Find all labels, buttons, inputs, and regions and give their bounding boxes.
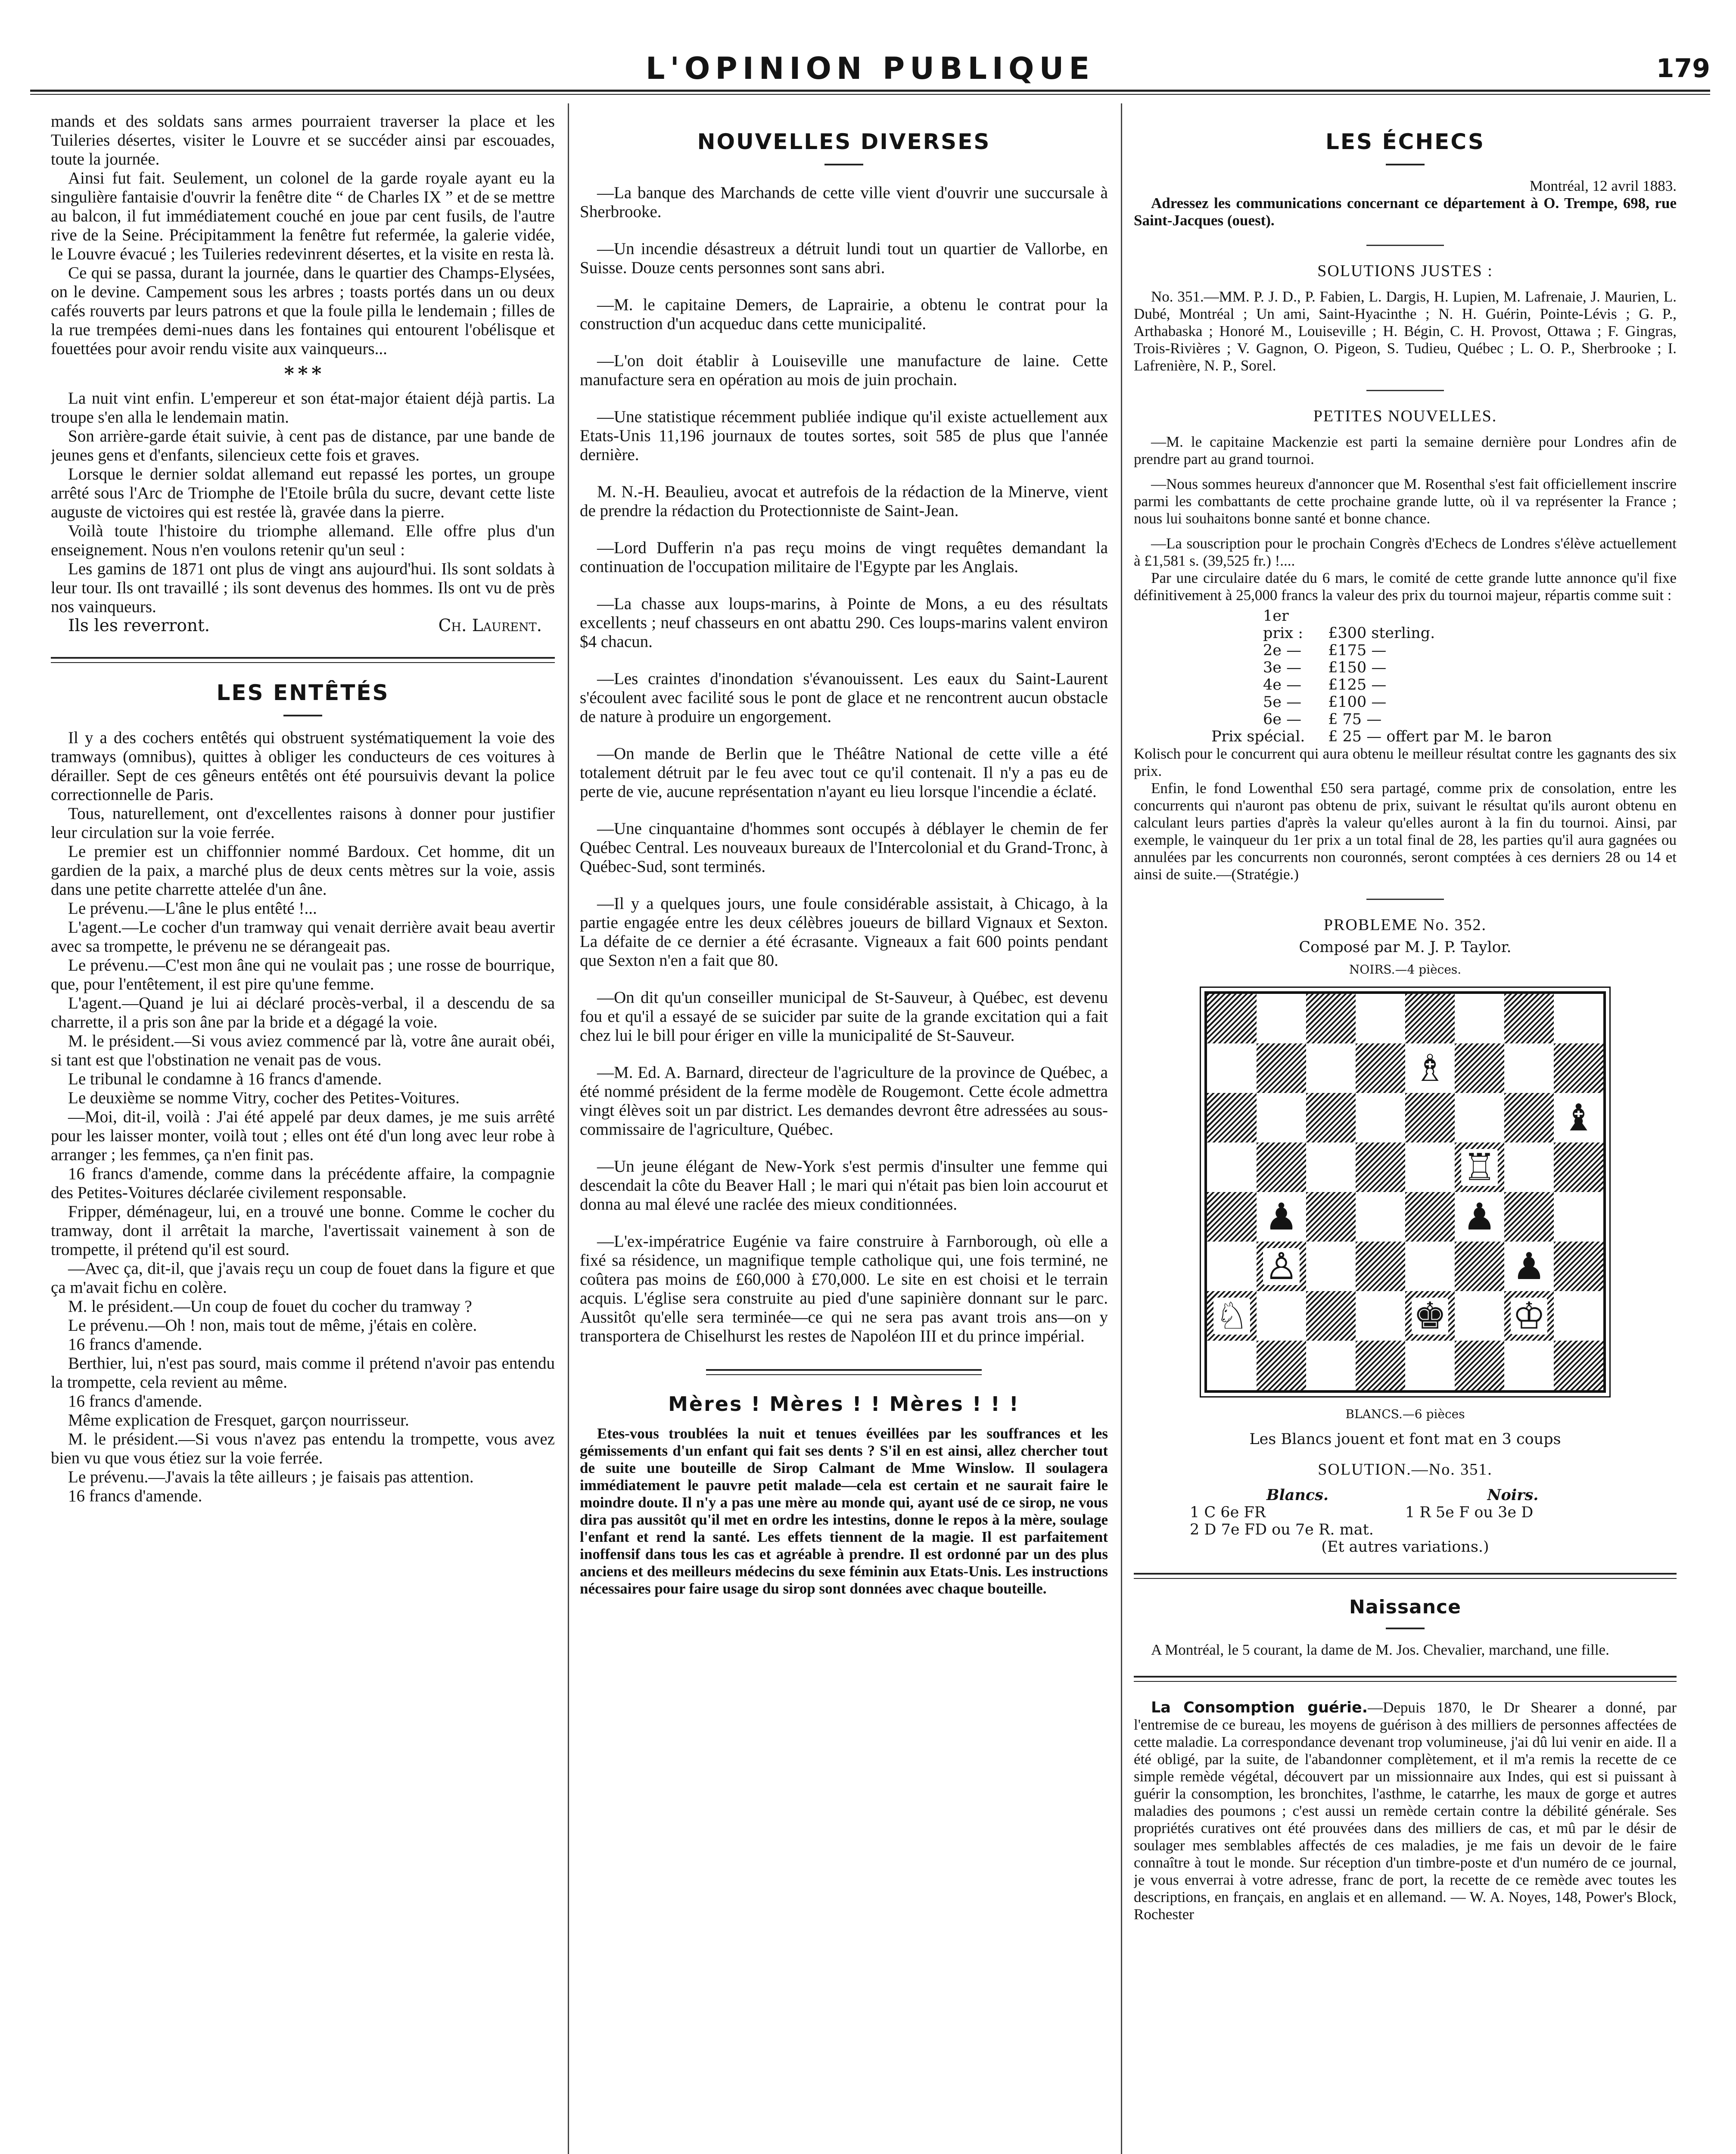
news-item: —La banque des Marchands de cette ville vient d'ouvrir une succursale à Sherbrooke. [580, 184, 1108, 221]
chess-square [1455, 1093, 1504, 1142]
chess-square [1504, 1142, 1554, 1192]
problem-title: PROBLEME No. 352. [1323, 916, 1487, 934]
chess-square [1405, 1093, 1455, 1142]
paragraph: 16 francs d'amende. [68, 1335, 202, 1354]
solution-move: 2 D 7e FD ou 7e R. mat. [1190, 1521, 1374, 1538]
chess-square [1257, 1043, 1306, 1093]
chess-square [1306, 1242, 1356, 1291]
paragraph: Berthier, lui, n'est pas sourd, mais comme il prétend n'avoir pas entendu la trompette, cela revient au même. [51, 1354, 555, 1391]
paragraph: Les gamins de 1871 ont plus de vingt ans aujourd'hui. Ils sont soldats à leur tour. Ils ont travaillé ; ils sont devenus des hommes. Ils ont vu de près nos vainqueurs. [51, 560, 555, 616]
news-item: —Nous sommes heureux d'annoncer que M. Rosenthal s'est fait officiellement inscrire parmi les combattants de cette prochaine grande lutte, où il va représenter la France ; nous lui souhaitons bonne santé et bonne chance. [1134, 476, 1677, 527]
closing-sentence: Ils les reverront. [68, 616, 210, 635]
chess-square [1356, 1341, 1405, 1390]
problem-author: Composé par M. J. P. Taylor. [1299, 939, 1512, 956]
chess-square [1356, 1043, 1405, 1093]
paragraph: Voilà toute l'histoire du triomphe allemand. Elle offre plus d'un enseignement. Nous n'en voulons retenir qu'un seul : [51, 522, 555, 559]
news-item: —Un incendie désastreux a détruit lundi tout un quartier de Vallorbe, en Suisse. Douze cents personnes sont sans abri. [580, 240, 1108, 277]
chess-piece-icon: ♚ [1412, 1298, 1448, 1335]
chess-square [1405, 1142, 1455, 1192]
news-item: —La chasse aux loups-marins, à Pointe de Mons, a eu des résultats excellents ; neuf chasseurs en ont abattu 290. Ces loups-marins valent environ $4 chacun. [580, 595, 1108, 651]
chess-square [1405, 1242, 1455, 1291]
chess-square-occupied [1405, 1291, 1455, 1341]
news-item: —Lord Dufferin n'a pas reçu moins de vingt requêtes demandant la continuation de l'occupation militaire de l'Egypte par les Anglais. [580, 538, 1108, 576]
syrup-advertisement [580, 1392, 1108, 1597]
chess-square [1405, 994, 1455, 1043]
chess-square [1257, 994, 1306, 1043]
chess-square [1207, 1093, 1257, 1142]
chess-problem [1134, 915, 1677, 1448]
chess-square-occupied [1504, 1291, 1554, 1341]
solutions-text: No. 351.—MM. P. J. D., P. Fabien, L. Dargis, H. Lupien, M. Lafrenaie, J. Maurien, L. Dubé, Montréal ; Un ami, Saint-Hyacinthe ; N. H. Guérin, Pointe-Lévis ; G. P., Arthabaska ; Honoré M., Louiseville ; H. Bégin, C. H. Provost, Ottawa ; F. Gingras, Trois-Rivières ; V. Gagnon, O. Pigeon, S. Tudieu, Québec ; L. O. P., Sherbrooke ; I. Lafrenière, N. P., Sorel. [1134, 288, 1677, 374]
chess-square-occupied [1455, 1142, 1504, 1192]
consumption-advertisement [1134, 1699, 1677, 1923]
address-note: Adressez les communications concernant ce département à O. Trempe, 698, rue Saint-Jacques (ouest). [1134, 195, 1677, 229]
paragraph: mands et des soldats sans armes pourraient traverser la place et les Tuileries désertes, visiter le Louvre et se succéder ainsi par escouades, toute la journée. [51, 112, 555, 168]
masthead-rule-thin [30, 94, 1710, 95]
chess-piece-icon: ♗ [1413, 1046, 1447, 1090]
divider [1366, 899, 1444, 900]
news-item: Par une circulaire datée du 6 mars, le comité de cette grande lutte annonce qu'il fixe définitivement à 25,000 francs la valeur des prix du tournoi majeur, répartis comme suit : [1134, 570, 1677, 604]
chess-square-occupied [1554, 1093, 1603, 1142]
prize-row: 6e — £ 75 — [1263, 711, 1382, 728]
news-heading: PETITES NOUVELLES. [1313, 407, 1497, 425]
column-3 [1134, 112, 1677, 2154]
chess-square [1207, 1341, 1257, 1390]
chess-square [1306, 1093, 1356, 1142]
news-item: —On dit qu'un conseiller municipal de St-Sauveur, à Québec, est devenu fou et qu'il a essayé de se suicider par suite de la grande excitation qui a fait chez lui le bill pour ériger en ville la municipalité de St-Sauveur. [580, 988, 1108, 1045]
ad-text: —Depuis 1870, le Dr Shearer a donné, par l'entremise de ce bureau, les moyens de guérison à des milliers de personnes affectées de cette maladie. La correspondance devenant trop volumineuse, j'ai dû lui venir en aide. Il a été obligé, par la suite, de l'abandonner complètement, et il m'a remis la recette de ce simple remède végétal, découvert par un missionnaire aux Indes, qui est si puissant à guérir la consomption, les bronchites, l'asthme, le catarrhe, les maux de gorge et autres maladies des poumons ; c'est aussi un remède certain contre la débilité générale. Ses propriétés curatives ont été prouvées dans des milliers de cas, et mû par le désir de soulager mes semblables affectés de ces maladies, je me fais un devoir de le faire connaître à tout le monde. Sur réception d'un timbre-poste et d'un numéro de ce journal, je vous enverrai à votre adresse, franc de port, la recette de ce remède avec toutes les descriptions, en français, en anglais et en allemand. — W. A. Noyes, 148, Power's Block, Rochester [1134, 1699, 1677, 1923]
problem-caption: Les Blancs jouent et font mat en 3 coups [1249, 1431, 1561, 1448]
chess-square [1207, 994, 1257, 1043]
chess-piece-icon: ♖ [1461, 1149, 1498, 1186]
article-title: LES ENTÊTÉS [216, 680, 389, 705]
chess-square [1554, 1192, 1603, 1242]
paragraph: Le deuxième se nomme Vitry, cocher des Petites-Voitures. [68, 1089, 460, 1107]
news-item: —La souscription pour le prochain Congrès d'Echecs de Londres s'élève actuellement à £1,581 s. (39,525 fr.) !.... [1134, 535, 1677, 569]
column-1 [51, 112, 555, 2154]
news-item: —Les craintes d'inondation s'évanouissent. Les eaux du Saint-Laurent s'écoulent avec facilité sous le pont de glace et ne rencontrent aucun obstacle de nature à produire un engorgement. [580, 669, 1108, 726]
paragraph: Même explication de Fresquet, garçon nourrisseur. [68, 1411, 409, 1429]
section-title: LES ÉCHECS [1325, 129, 1485, 154]
solutions-heading: SOLUTIONS JUSTES : [1317, 262, 1493, 280]
paragraph: Fripper, déménageur, lui, en a trouvé une bonne. Comme le cocher du tramway, dont il arrêtait la marche, l'avertissait vainement à son de trompette, il prétend qu'il est sourd. [51, 1202, 555, 1259]
paragraph: La nuit vint enfin. L'empereur et son état-major étaient déjà partis. La troupe s'en alla le lendemain matin. [51, 389, 555, 426]
masthead [30, 51, 1710, 85]
paragraph: M. le président.—Un coup de fouet du cocher du tramway ? [68, 1297, 472, 1316]
paragraph: Ce qui se passa, durant la journée, dans le quartier des Champs-Elysées, on le devine. Campement sous les arbres ; toasts portés dans un ou deux cafés rouverts par leurs patrons et que la foule pilla le lendemain ; filles de la rue trempées demi-nues dans les fontaines qui entourent l'obélisque et fouettées pour avoir rendu visite aux vainqueurs... [51, 264, 555, 358]
chess-square [1207, 1043, 1257, 1093]
news-item: M. N.-H. Beaulieu, avocat et autrefois de la rédaction de la Minerve, vient de prendre la rédaction du Protectionniste de Saint-Jean. [580, 482, 1108, 520]
news-item: —L'on doit établir à Louiseville une manufacture de laine. Cette manufacture sera en opération au mois de juin prochain. [580, 352, 1108, 389]
paragraph: L'agent.—Le cocher d'un tramway qui venait derrière avait beau avertir avec sa trompette, le prévenu ne se dérangeait pas. [51, 918, 555, 956]
chess-square-occupied [1405, 1043, 1455, 1093]
chess-square [1554, 1291, 1603, 1341]
chess-square-occupied [1504, 1242, 1554, 1291]
chess-square [1405, 1341, 1455, 1390]
column-divider [568, 103, 569, 2154]
chess-square [1455, 1242, 1504, 1291]
paragraph: M. le président.—Si vous n'avez pas entendu la trompette, vous avez bien vu que vous étiez sur la voie ferrée. [51, 1430, 555, 1467]
chess-square [1356, 1192, 1405, 1242]
ad-lead: La Consomption guérie. [1151, 1699, 1368, 1716]
news-item: —M. le capitaine Demers, de Laprairie, a obtenu le contrat pour la construction d'un acqueduc dans cette municipalité. [580, 296, 1108, 333]
chess-square [1306, 1192, 1356, 1242]
prize-row: 5e — £100 — [1263, 694, 1387, 711]
chess-square [1504, 994, 1554, 1043]
prize-row: 4e — £125 — [1263, 676, 1387, 694]
ad-text: Etes-vous troublées la nuit et tenues éveillées par les souffrances et les gémissements d'un enfant qui fait ses dents ? S'il en est ainsi, allez chercher tout de suite une bouteille de Sirop Calmant de Mme Winslow. Il soulagera immédiatement le pauvre petit malade—cela est certain et ne saurait faire le moindre doute. Il n'y a pas une mère au monde qui, ayant usé de ce sirop, ne vous dira pas aussitôt qu'il met en ordre les intestins, donne le repos à la mère, soulage l'enfant et rend la santé. Les effets tiennent de la magie. Il est parfaitement inoffensif dans tous les cas et agréable à prendre. Il est ordonné par un des plus anciens et des meilleurs médecins du sexe féminin aux Etats-Unis. Les instructions nécessaires pour faire usage du sirop sont données avec chaque bouteille. [580, 1425, 1108, 1597]
paragraph: 16 francs d'amende. [68, 1392, 202, 1410]
news-item: —On mande de Berlin que le Théâtre National de cette ville a été totalement détruit par le feu avec tout ce qu'il contenait. Il n'y a pas eu de perte de vie, aucune représentation n'ayant eu lieu lorsque l'incendie a éclaté. [580, 744, 1108, 801]
feature-continuation [51, 112, 555, 635]
prize-row: 1er prix : £300 sterling. [1263, 607, 1435, 642]
chess-square [1306, 1341, 1356, 1390]
solution-table [1190, 1487, 1621, 1538]
chess-square [1306, 1142, 1356, 1192]
ad-title: Mères ! Mères ! ! Mères ! ! ! [668, 1392, 1020, 1416]
chess-square [1306, 1043, 1356, 1093]
page-number: 179 [1656, 53, 1710, 84]
chess-piece-icon: ♟ [1512, 1245, 1546, 1288]
section-divider [51, 657, 555, 663]
chess-square [1356, 1142, 1405, 1192]
paragraph: 16 francs d'amende. [68, 1487, 202, 1505]
chess-square [1257, 1291, 1306, 1341]
chess-square [1356, 1242, 1405, 1291]
solution-note: (Et autres variations.) [1321, 1538, 1489, 1556]
chess-square-occupied [1257, 1192, 1306, 1242]
column-divider [1121, 103, 1122, 2154]
chess-square [1504, 1043, 1554, 1093]
chess-square [1554, 1242, 1603, 1291]
paragraph: Ainsi fut fait. Seulement, un colonel de la garde royale ayant eu la singulière fantaisie d'ouvrir la fenêtre dite “ de Charles IX ” et de se mettre au balcon, il fut immédiatement couché en joue par cent fusils, de l'autre rive de la Seine. Précipitamment la fenêtre fut refermée, la galerie vidée, le Louvre évacué ; les Tuileries redevinrent désertes, et la visite en resta là. [51, 169, 555, 263]
solution-col-black: Noirs. [1487, 1486, 1539, 1504]
chess-square [1554, 1341, 1603, 1390]
news-item: —Il y a quelques jours, une foule considérable assistait, à Chicago, à la partie engagée entre les deux célèbres joueurs de billard Vignaux et Sexton. La défaite de ce dernier a été écrasante. Vigneaux a fait 600 points pendant que Sexton n'en a fait que 80. [580, 894, 1108, 970]
paragraph: Le prévenu.—Oh ! non, mais tout de même, j'étais en colère. [68, 1316, 477, 1335]
solution-move: 1 R 5e F ou 3e D [1405, 1504, 1534, 1521]
chess-piece-icon: ♘ [1213, 1298, 1250, 1335]
solution-heading: SOLUTION.—No. 351. [1318, 1460, 1493, 1479]
chess-square [1207, 1192, 1257, 1242]
solution-move [1405, 1521, 1621, 1538]
chess-square [1455, 1043, 1504, 1093]
birth-title: Naissance [1349, 1596, 1461, 1618]
chess-square [1306, 1291, 1356, 1341]
paragraph: 16 francs d'amende, comme dans la précédente affaire, la compagnie des Petites-Voitures déclarée civilement responsable. [51, 1164, 555, 1202]
title-rule [1386, 164, 1425, 165]
solution-move: 1 C 6e FR [1190, 1504, 1266, 1521]
section-divider [706, 1369, 982, 1375]
black-pieces-label: NOIRS.—4 pièces. [1349, 962, 1462, 977]
solution-col-white: Blancs. [1266, 1486, 1329, 1504]
closing-line [51, 616, 555, 635]
paragraph: Il y a des cochers entêtés qui obstruent systématiquement la voie des tramways (omnibus), quittes à obliger les conducteurs de ces voitures à dérailler. Sept de ces gêneurs entêtés ont été poursuivis devant la police correctionnelle de Paris. [51, 728, 555, 804]
chess-square [1554, 994, 1603, 1043]
prize-note: Kolisch pour le concurrent qui aura obtenu le meilleur résultat contre les gagnants des six prix. [1134, 745, 1677, 779]
chess-square [1455, 1291, 1504, 1341]
chess-square [1306, 994, 1356, 1043]
paragraph: —Moi, dit-il, voilà : J'ai été appelé par deux dames, je me suis arrêté pour les laisser monter, voilà tout ; elles ont été d'un long avec leur robe à arranger ; les femmes, ça n'en finit pas. [51, 1108, 555, 1164]
paragraph: Son arrière-garde était suivie, à cent pas de distance, par une bande de jeunes gens et d'enfants, silencieux cette fois et graves. [51, 427, 555, 464]
chess-square-occupied [1207, 1291, 1257, 1341]
chess-square [1356, 1093, 1405, 1142]
news-item: —L'ex-impératrice Eugénie va faire construire à Farnborough, où elle a fixé sa résidence, un magnifique temple catholique qui, une fois terminé, ne coûtera pas moins de £60,000 à £70,000. Le site en est choisi et le terrain acquis. L'église sera construite au pied d'une sapinière donnant sur le parc. Aussitôt qu'elle sera terminée—ce qui ne sera pas avant trois ans—on y transportera de Chiselhurst les restes de Napoléon III et du prince impérial. [580, 1232, 1108, 1345]
chess-square [1504, 1192, 1554, 1242]
title-rule [1386, 1628, 1425, 1629]
column-2 [580, 112, 1108, 2154]
prize-row: 3e — £150 — [1263, 659, 1387, 676]
section-divider [1134, 1573, 1677, 1579]
chess-square [1405, 1192, 1455, 1242]
chess-square [1356, 994, 1405, 1043]
prize-row: Prix spécial. £ 25 — offert par M. le baron [1211, 728, 1552, 745]
chess-square [1455, 994, 1504, 1043]
white-pieces-label: BLANCS.—6 pièces [1345, 1407, 1465, 1421]
chess-square [1455, 1341, 1504, 1390]
section-divider [1134, 1676, 1677, 1682]
chess-square-occupied [1257, 1242, 1306, 1291]
paragraph: M. le président.—Si vous aviez commencé par là, votre âne aurait obéi, si tant est que l'obstination ne venait pas de vous. [51, 1032, 555, 1069]
chess-square [1356, 1291, 1405, 1341]
prize-note: Enfin, le fond Lowenthal £50 sera partagé, comme prix de consolation, entre les concurrents qui n'auront pas obtenu de prix, suivant le résultat qu'ils auront obtenu en calculant leurs parties d'après la valeur qu'elles auront à la fin du tournoi. Ainsi, par exemple, le vainqueur du 1er prix a un total final de 28, les parties qu'il aura gagnées ou annulées par les concurrents non couronnés, seront comptées à ces derniers 28 ou 14 et ainsi de suite.—(Stratégie.) [1134, 780, 1677, 883]
news-item: —Une cinquantaine d'hommes sont occupés à déblayer le chemin de fer Québec Central. Les nouveaux bureaux de l'Intercolonial et du Grand-Tronc, à Québec-Sud, sont terminés. [580, 819, 1108, 876]
chess-square [1554, 1142, 1603, 1192]
news-item: —Un jeune élégant de New-York s'est permis d'insulter une femme qui descendait la côte du Beaver Hall ; le mari qui n'était pas bien loin accourut et donna au mal élevé une raclée des mieux conditionnées. [580, 1157, 1108, 1214]
section-title: NOUVELLES DIVERSES [697, 129, 991, 154]
divider [1366, 390, 1444, 391]
chess-square [1504, 1341, 1554, 1390]
chess-square [1207, 1142, 1257, 1192]
chess-piece-icon: ♙ [1263, 1248, 1300, 1285]
paragraph: —Avec ça, dit-il, que j'avais reçu un coup de fouet dans la figure et que ça m'avait fichu en colère. [51, 1259, 555, 1297]
divider [1366, 245, 1444, 246]
entetes-article [51, 680, 555, 1506]
chess-square [1257, 1093, 1306, 1142]
paragraph: Le premier est un chiffonnier nommé Bardoux. Cet homme, dit un gardien de la paix, a marché plus de deux cents mètres sur la voie, assis dans une petite charrette attelée d'un âne. [51, 842, 555, 899]
chess-piece-icon: ♟ [1462, 1195, 1496, 1239]
paragraph: Le prévenu.—J'avais la tête ailleurs ; je faisais pas attention. [68, 1468, 474, 1486]
chess-square-occupied [1455, 1192, 1504, 1242]
prize-list [1263, 607, 1677, 728]
prize-row: 2e — £175 — [1263, 642, 1387, 659]
paragraph: Le tribunal le condamne à 16 francs d'amende. [68, 1070, 382, 1088]
birth-notice: A Montréal, le 5 courant, la dame de M. Jos. Chevalier, marchand, une fille. [1151, 1641, 1609, 1658]
chess-piece-icon: ♟ [1264, 1195, 1298, 1239]
newspaper-title: L'OPINION PUBLIQUE [645, 51, 1095, 86]
chessboard [1204, 991, 1606, 1393]
author-signature: Ch. Laurent. [438, 616, 542, 635]
paragraph: Le prévenu.—C'est mon âne qui ne voulait pas ; une rosse de bourrique, que, pour l'entêtement, il est pire qu'une femme. [51, 956, 555, 993]
paragraph: Tous, naturellement, ont d'excellentes raisons à donner pour justifier leur circulation sur la voie ferrée. [51, 804, 555, 842]
chess-square [1257, 1341, 1306, 1390]
chess-piece-icon: ♔ [1511, 1298, 1547, 1335]
paragraph: Le prévenu.—L'âne le plus entêté !... [68, 899, 317, 918]
chess-piece-icon: ♝ [1562, 1096, 1596, 1139]
paragraph: L'agent.—Quand je lui ai déclaré procès-verbal, il a descendu de sa charrette, il a pris son âne par la bride et a dégagé la voie. [51, 994, 555, 1031]
news-item: —M. le capitaine Mackenzie est parti la semaine dernière pour Londres afin de prendre part au grand tournoi. [1134, 433, 1677, 467]
dateline: Montréal, 12 avril 1883. [1529, 177, 1677, 194]
masthead-rule [30, 90, 1710, 92]
chess-square [1207, 1242, 1257, 1291]
title-rule [283, 715, 322, 716]
chess-square [1554, 1043, 1603, 1093]
asterism-divider: * * * [284, 363, 322, 385]
news-item: —M. Ed. A. Barnard, directeur de l'agriculture de la province de Québec, a été nommé président de la ferme modèle de Rougemont. Cette école admettra vingt élèves soit un par district. Les demandes devront être adressées au sous-commissaire de l'agriculture, Québec. [580, 1063, 1108, 1139]
chess-square [1257, 1142, 1306, 1192]
news-item: —Une statistique récemment publiée indique qu'il existe actuellement aux Etats-Unis 11,196 journaux de toutes sortes, soit 585 de plus que l'année dernière. [580, 408, 1108, 464]
chess-square [1504, 1093, 1554, 1142]
paragraph: Lorsque le dernier soldat allemand eut repassé les portes, un groupe arrêté sous l'Arc de Triomphe de l'Etoile brûla du sucre, devant cette liste auguste de victoires qui est restée là, gravée dans la pierre. [51, 465, 555, 521]
title-rule [824, 164, 863, 165]
